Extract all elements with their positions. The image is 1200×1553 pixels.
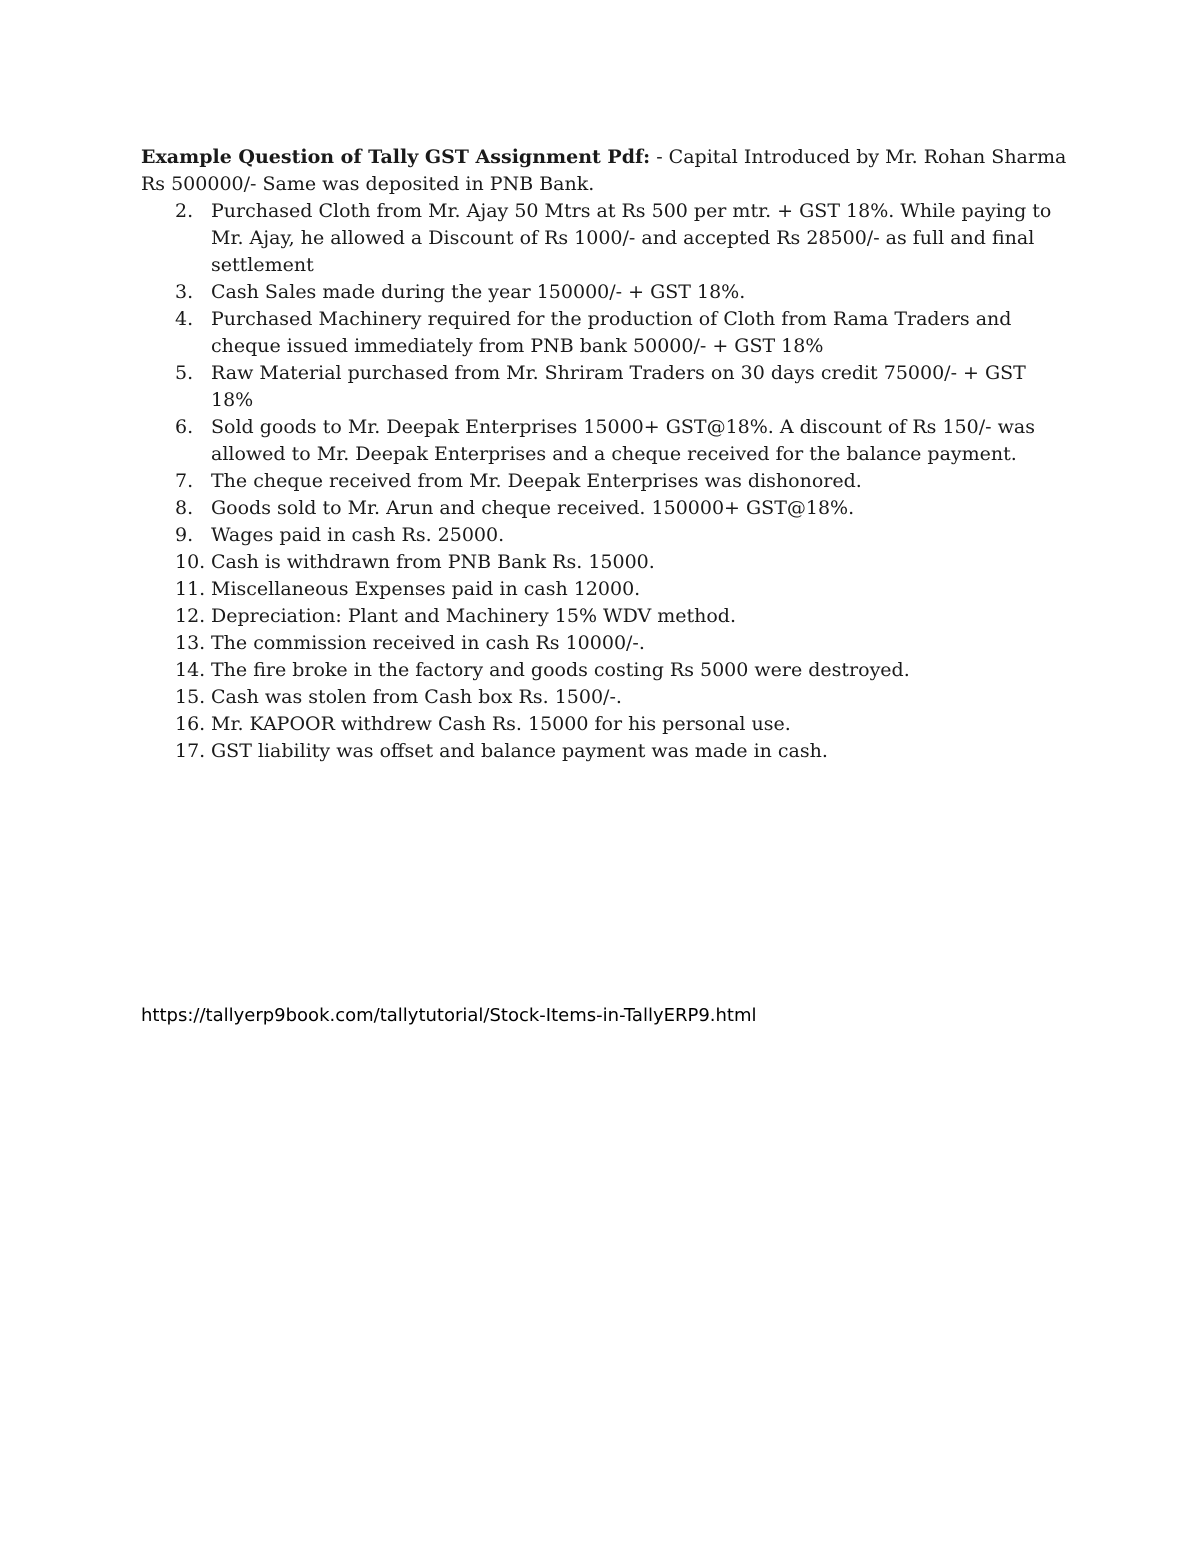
list-item bbox=[141, 657, 1071, 684]
list-item-text: Raw Material purchased from Mr. Shriram Traders on 30 days credit 75000/- + GST 18% bbox=[211, 362, 1026, 411]
list-item-number: 15. bbox=[175, 686, 206, 708]
list-item-number: 4. bbox=[175, 308, 194, 330]
list-item-number: 12. bbox=[175, 605, 206, 627]
list-item-text: The cheque received from Mr. Deepak Enterprises was dishonored. bbox=[211, 470, 862, 492]
list-item bbox=[141, 576, 1071, 603]
list-item-number: 2. bbox=[175, 200, 194, 222]
source-link[interactable]: https://tallyerp9book.com/tallytutorial/Stock-Items-in-TallyERP9.html bbox=[141, 1005, 757, 1026]
list-item-number: 16. bbox=[175, 713, 206, 735]
list-item bbox=[141, 495, 1071, 522]
list-item-text: Depreciation: Plant and Machinery 15% WDV method. bbox=[211, 605, 737, 627]
list-item-text: Wages paid in cash Rs. 25000. bbox=[211, 524, 505, 546]
list-item-text: Purchased Cloth from Mr. Ajay 50 Mtrs at Rs 500 per mtr. + GST 18%. While paying to Mr. Ajay, he allowed a Discount of Rs 1000/- and accepted Rs 28500/- as full and final settlement bbox=[211, 200, 1052, 276]
list-item-number: 17. bbox=[175, 740, 206, 762]
list-item bbox=[141, 360, 1071, 414]
list-item bbox=[141, 414, 1071, 468]
list-item bbox=[141, 306, 1071, 360]
document-content bbox=[141, 144, 1071, 765]
list-item-text: Mr. KAPOOR withdrew Cash Rs. 15000 for his personal use. bbox=[211, 713, 791, 735]
list-item bbox=[141, 630, 1071, 657]
list-item-number: 11. bbox=[175, 578, 206, 600]
list-item-number: 8. bbox=[175, 497, 194, 519]
list-item-number: 6. bbox=[175, 416, 194, 438]
list-item-number: 7. bbox=[175, 470, 194, 492]
list-item-text: Miscellaneous Expenses paid in cash 12000. bbox=[211, 578, 641, 600]
list-item-text: Cash Sales made during the year 150000/- + GST 18%. bbox=[211, 281, 746, 303]
list-item-text: Cash was stolen from Cash box Rs. 1500/-. bbox=[211, 686, 622, 708]
intro-paragraph bbox=[141, 144, 1071, 198]
list-item-number: 10. bbox=[175, 551, 206, 573]
list-item-number: 5. bbox=[175, 362, 194, 384]
list-item-text: The fire broke in the factory and goods costing Rs 5000 were destroyed. bbox=[211, 659, 910, 681]
list-item-text: The commission received in cash Rs 10000/-. bbox=[211, 632, 645, 654]
question-list bbox=[141, 198, 1071, 765]
list-item bbox=[141, 279, 1071, 306]
list-item-number: 13. bbox=[175, 632, 206, 654]
intro-text: - Capital Introduced by Mr. Rohan Sharma Rs 500000/- Same was deposited in PNB Bank. bbox=[141, 146, 1067, 195]
list-item-text: Purchased Machinery required for the production of Cloth from Rama Traders and cheque issued immediately from PNB bank 50000/- + GST 18% bbox=[211, 308, 1012, 357]
list-item-text: GST liability was offset and balance payment was made in cash. bbox=[211, 740, 828, 762]
list-item-number: 14. bbox=[175, 659, 206, 681]
list-item-number: 9. bbox=[175, 524, 194, 546]
list-item-text: Sold goods to Mr. Deepak Enterprises 15000+ GST@18%. A discount of Rs 150/- was allowed to Mr. Deepak Enterprises and a cheque received for the balance payment. bbox=[211, 416, 1035, 465]
list-item-text: Goods sold to Mr. Arun and cheque received. 150000+ GST@18%. bbox=[211, 497, 855, 519]
list-item bbox=[141, 738, 1071, 765]
list-item bbox=[141, 603, 1071, 630]
list-item bbox=[141, 468, 1071, 495]
list-item-text: Cash is withdrawn from PNB Bank Rs. 15000. bbox=[211, 551, 655, 573]
list-item bbox=[141, 711, 1071, 738]
list-item bbox=[141, 198, 1071, 279]
list-item bbox=[141, 684, 1071, 711]
intro-heading: Example Question of Tally GST Assignment Pdf: bbox=[141, 146, 651, 168]
list-item-number: 3. bbox=[175, 281, 194, 303]
list-item bbox=[141, 549, 1071, 576]
list-item bbox=[141, 522, 1071, 549]
